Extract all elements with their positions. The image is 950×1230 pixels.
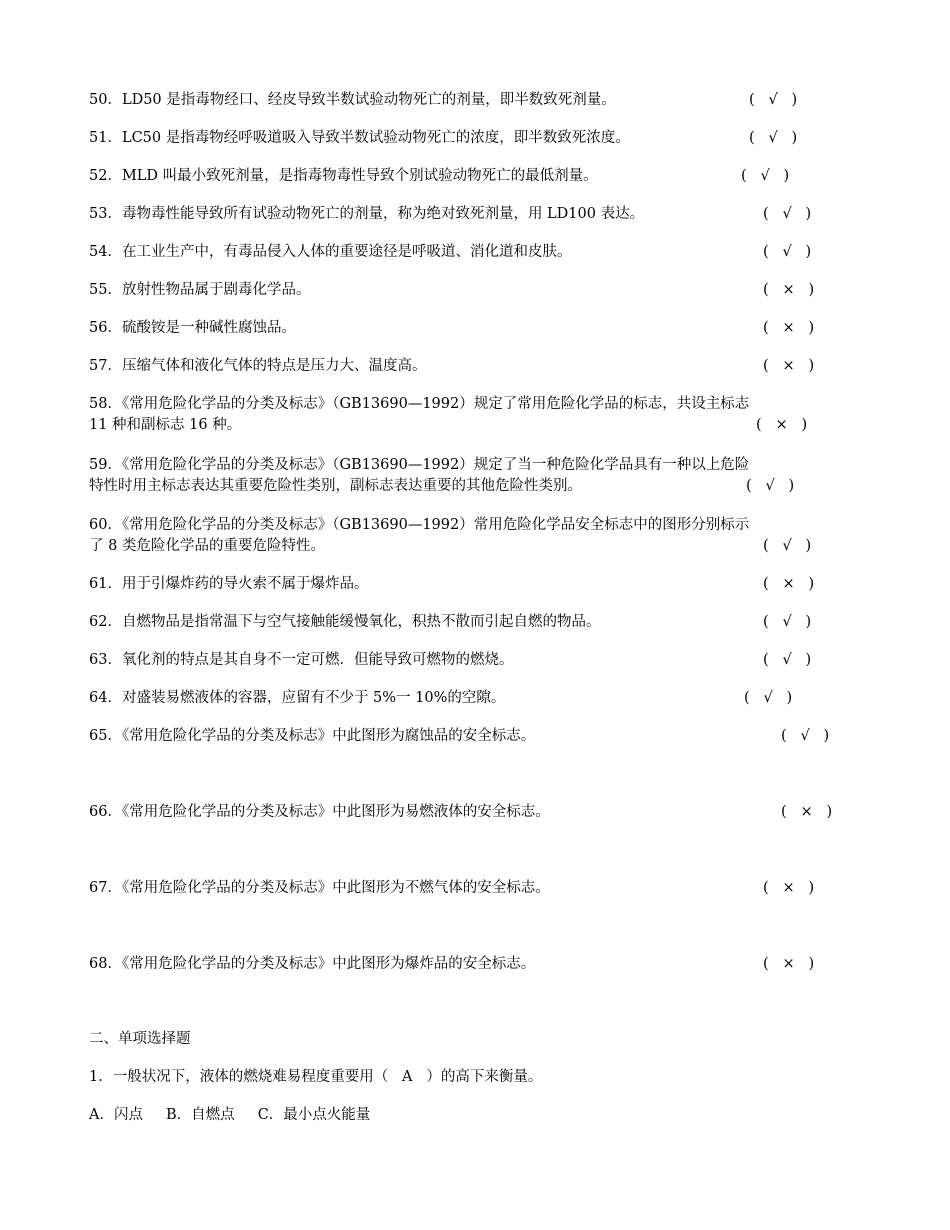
question-58-cont: 11 种和副标志 16 种。 — [89, 417, 242, 433]
answer-56: ( × ) — [763, 320, 815, 336]
question-57: 57．压缩气体和液化气体的特点是压力大、温度高。 — [89, 358, 427, 374]
question-60: 60．《常用危险化学品的分类及标志》（GB13690—1992）常用危险化学品安全标志中的图形分别标示 — [89, 517, 750, 533]
section-heading: 二、单项选择题 — [89, 1031, 191, 1047]
choice-question-1-options: A．闪点 B．自燃点 C．最小点火能量 — [89, 1107, 371, 1123]
question-50: 50．LD50 是指毒物经口、经皮导致半数试验动物死亡的剂量，即半数致死剂量。 — [89, 92, 616, 108]
question-62: 62．自燃物品是指常温下与空气接触能缓慢氧化，积热不散而引起自燃的物品。 — [89, 614, 601, 630]
question-59-cont: 特性时用主标志表达其重要危险性类别，副标志表达重要的其他危险性类别。 — [89, 478, 582, 494]
question-51: 51．LC50 是指毒物经呼吸道吸入导致半数试验动物死亡的浓度，即半数致死浓度。 — [89, 130, 630, 146]
answer-68: ( × ) — [763, 956, 815, 972]
answer-60: ( √ ) — [763, 538, 812, 554]
answer-58: ( × ) — [756, 417, 808, 433]
answer-57: ( × ) — [763, 358, 815, 374]
question-55: 55．放射性物品属于剧毒化学品。 — [89, 282, 311, 298]
answer-54: ( √ ) — [763, 244, 812, 260]
question-59: 59．《常用危险化学品的分类及标志》（GB13690—1992）规定了当一种危险化学品具有一种以上危险 — [89, 457, 750, 473]
choice-question-1: 1．一般状况下，液体的燃烧难易程度重要用（ A ）的高下来衡量。 — [89, 1069, 543, 1085]
answer-64: ( √ ) — [744, 690, 793, 706]
question-53: 53．毒物毒性能导致所有试验动物死亡的剂量，称为绝对致死剂量，用 LD100 表达。 — [89, 206, 645, 222]
question-54: 54．在工业生产中，有毒品侵入人体的重要途径是呼吸道、消化道和皮肤。 — [89, 244, 572, 260]
question-67: 67．《常用危险化学品的分类及标志》中此图形为不燃气体的安全标志。 — [89, 880, 550, 896]
question-52: 52．MLD 叫最小致死剂量，是指毒物毒性导致个别试验动物死亡的最低剂量。 — [89, 168, 598, 184]
answer-63: ( √ ) — [763, 652, 812, 668]
answer-65: ( √ ) — [781, 728, 830, 744]
answer-52: ( √ ) — [741, 168, 790, 184]
question-61: 61．用于引爆炸药的导火索不属于爆炸品。 — [89, 576, 369, 592]
question-66: 66．《常用危险化学品的分类及标志》中此图形为易燃液体的安全标志。 — [89, 804, 550, 820]
answer-50: ( √ ) — [749, 92, 798, 108]
answer-59: ( √ ) — [746, 478, 795, 494]
question-64: 64．对盛装易燃液体的容器，应留有不少于 5%一 10%的空隙。 — [89, 690, 506, 706]
answer-51: ( √ ) — [749, 130, 798, 146]
answer-67: ( × ) — [763, 880, 815, 896]
answer-61: ( × ) — [763, 576, 815, 592]
answer-66: ( × ) — [781, 804, 833, 820]
question-58: 58．《常用危险化学品的分类及标志》（GB13690—1992）规定了常用危险化学品的标志，共设主标志 — [89, 396, 750, 412]
question-65: 65．《常用危险化学品的分类及标志》中此图形为腐蚀品的安全标志。 — [89, 728, 536, 744]
question-56: 56．硫酸铵是一种碱性腐蚀品。 — [89, 320, 296, 336]
question-63: 63．氧化剂的特点是其自身不一定可燃．但能导致可燃物的燃烧。 — [89, 652, 514, 668]
answer-62: ( √ ) — [763, 614, 812, 630]
question-60-cont: 了 8 类危险化学品的重要危险特性。 — [89, 538, 325, 554]
question-68: 68．《常用危险化学品的分类及标志》中此图形为爆炸品的安全标志。 — [89, 956, 536, 972]
answer-55: ( × ) — [763, 282, 815, 298]
answer-53: ( √ ) — [763, 206, 812, 222]
